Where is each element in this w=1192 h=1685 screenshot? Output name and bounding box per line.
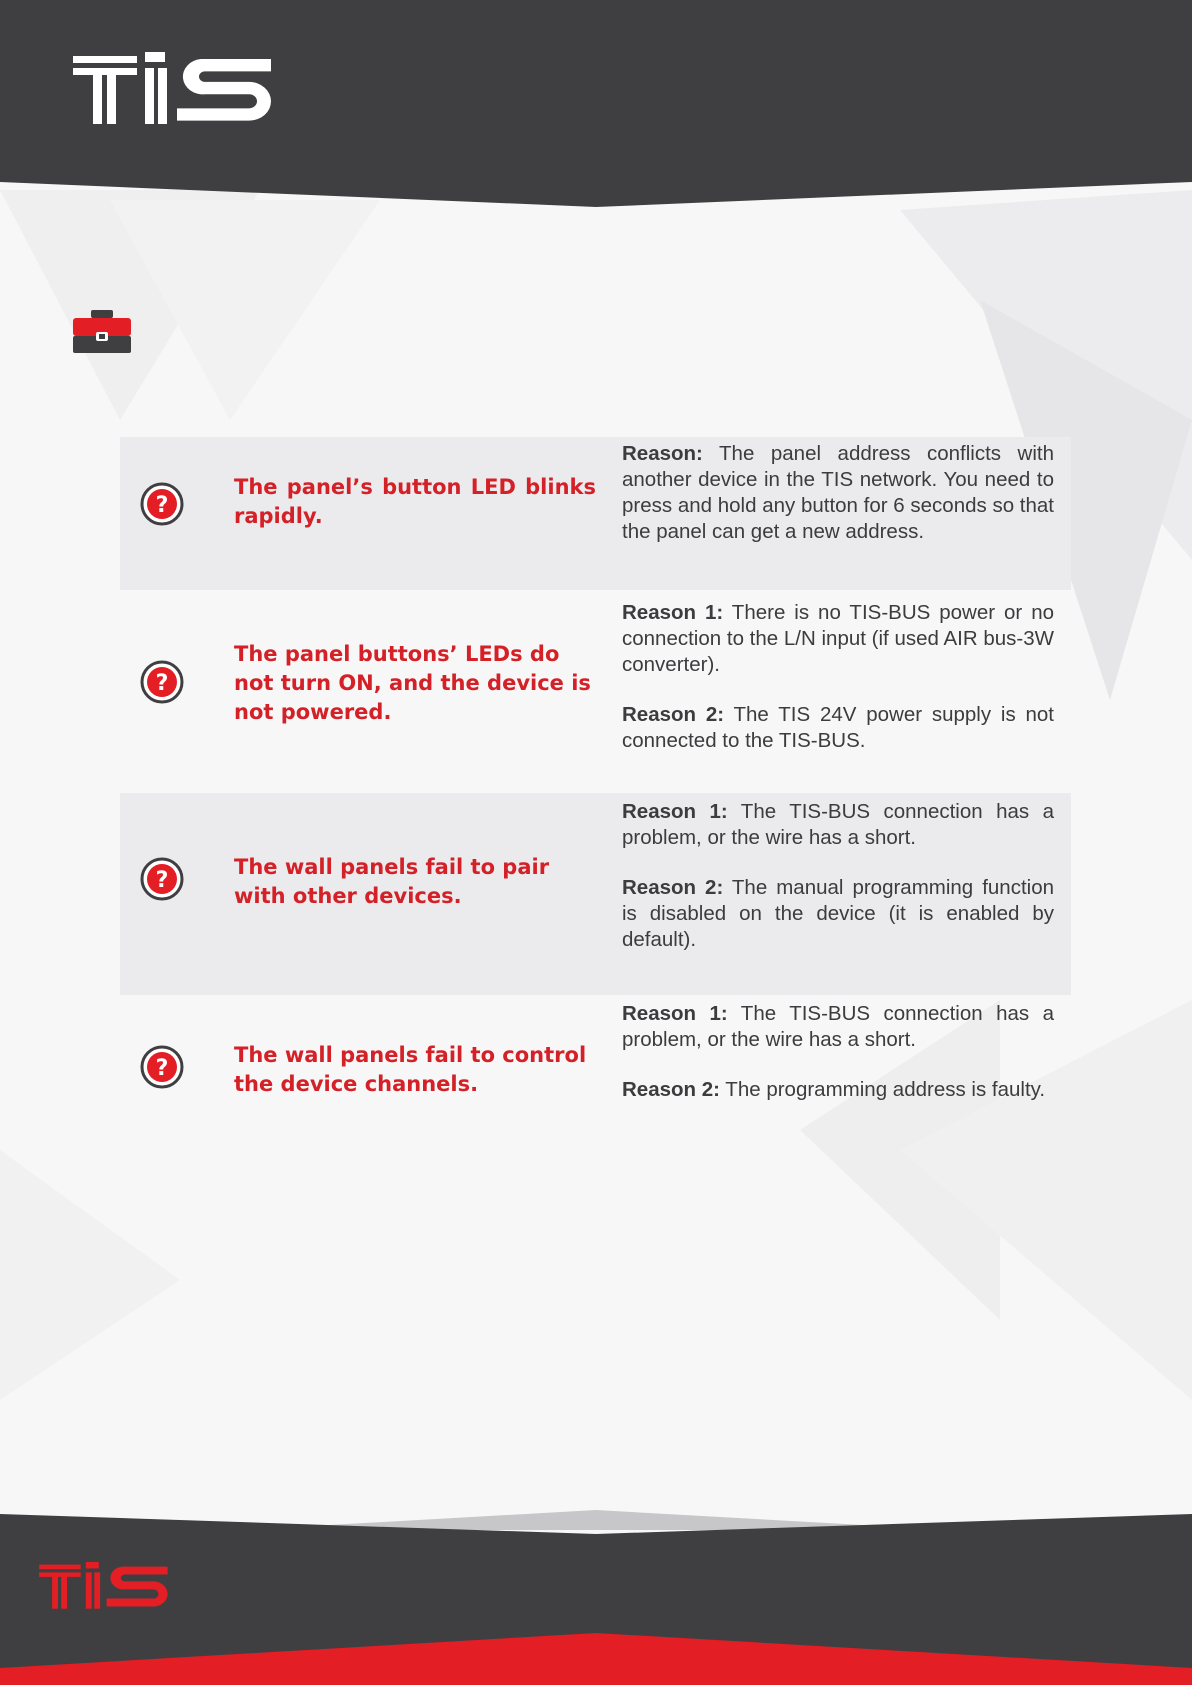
svg-text:?: ? <box>155 868 169 893</box>
reason-label: Reason 1: <box>622 1002 728 1025</box>
svg-text:?: ? <box>155 493 169 518</box>
issue-text: The wall panels fail to pair with other devices. <box>234 855 550 908</box>
reason-text: There is no TIS-BUS power or no connection to the L/N input (if used AIR bus-3W converter). <box>622 601 1054 676</box>
reason-text: The TIS-BUS connection has a problem, or the wire has a short. <box>622 1002 1054 1051</box>
reason-label: Reason 2: <box>622 876 724 899</box>
reason-block <box>622 441 1054 545</box>
svg-text:?: ? <box>155 1056 169 1081</box>
svg-text:?: ? <box>155 671 169 696</box>
toolbox-icon <box>73 310 131 356</box>
reason-text: The TIS 24V power supply is not connected to the TIS-BUS. <box>622 703 1054 752</box>
reason-block <box>622 600 1054 754</box>
issue-text: The panel buttons’ LEDs do not turn ON, and the device is not powered. <box>234 642 591 724</box>
table-row <box>120 437 1071 590</box>
question-icon <box>140 857 184 901</box>
reason-label: Reason 2: <box>622 1078 720 1101</box>
troubleshooting-table <box>120 437 1071 1155</box>
reason-label: Reason: <box>622 442 703 465</box>
question-icon <box>140 482 184 526</box>
reason-label: Reason 1: <box>622 601 724 624</box>
question-icon <box>140 660 184 704</box>
table-row <box>120 590 1071 793</box>
table-row <box>120 793 1071 995</box>
tis-logo <box>73 52 273 126</box>
reason-label: Reason 2: <box>622 703 725 726</box>
reason-label: Reason 1: <box>622 800 728 823</box>
issue-text: The wall panels fail to control the device channels. <box>234 1043 587 1096</box>
issue-text: The panel’s button LED blinks rapidly. <box>234 475 596 528</box>
reason-block <box>622 799 1054 953</box>
tis-logo <box>38 1562 170 1610</box>
table-row <box>120 995 1071 1155</box>
reason-text: The programming address is faulty. <box>719 1078 1046 1101</box>
reason-block <box>622 1001 1054 1103</box>
reason-text: The manual programming function is disabled on the device (it is enabled by default). <box>622 876 1054 951</box>
question-icon <box>140 1045 184 1089</box>
page-footer <box>0 1508 1192 1685</box>
reason-text: The TIS-BUS connection has a problem, or the wire has a short. <box>622 800 1054 849</box>
reason-text: The panel address conflicts with another device in the TIS network. You need to press and hold any button for 6 seconds so that the panel can get a new address. <box>622 442 1054 543</box>
